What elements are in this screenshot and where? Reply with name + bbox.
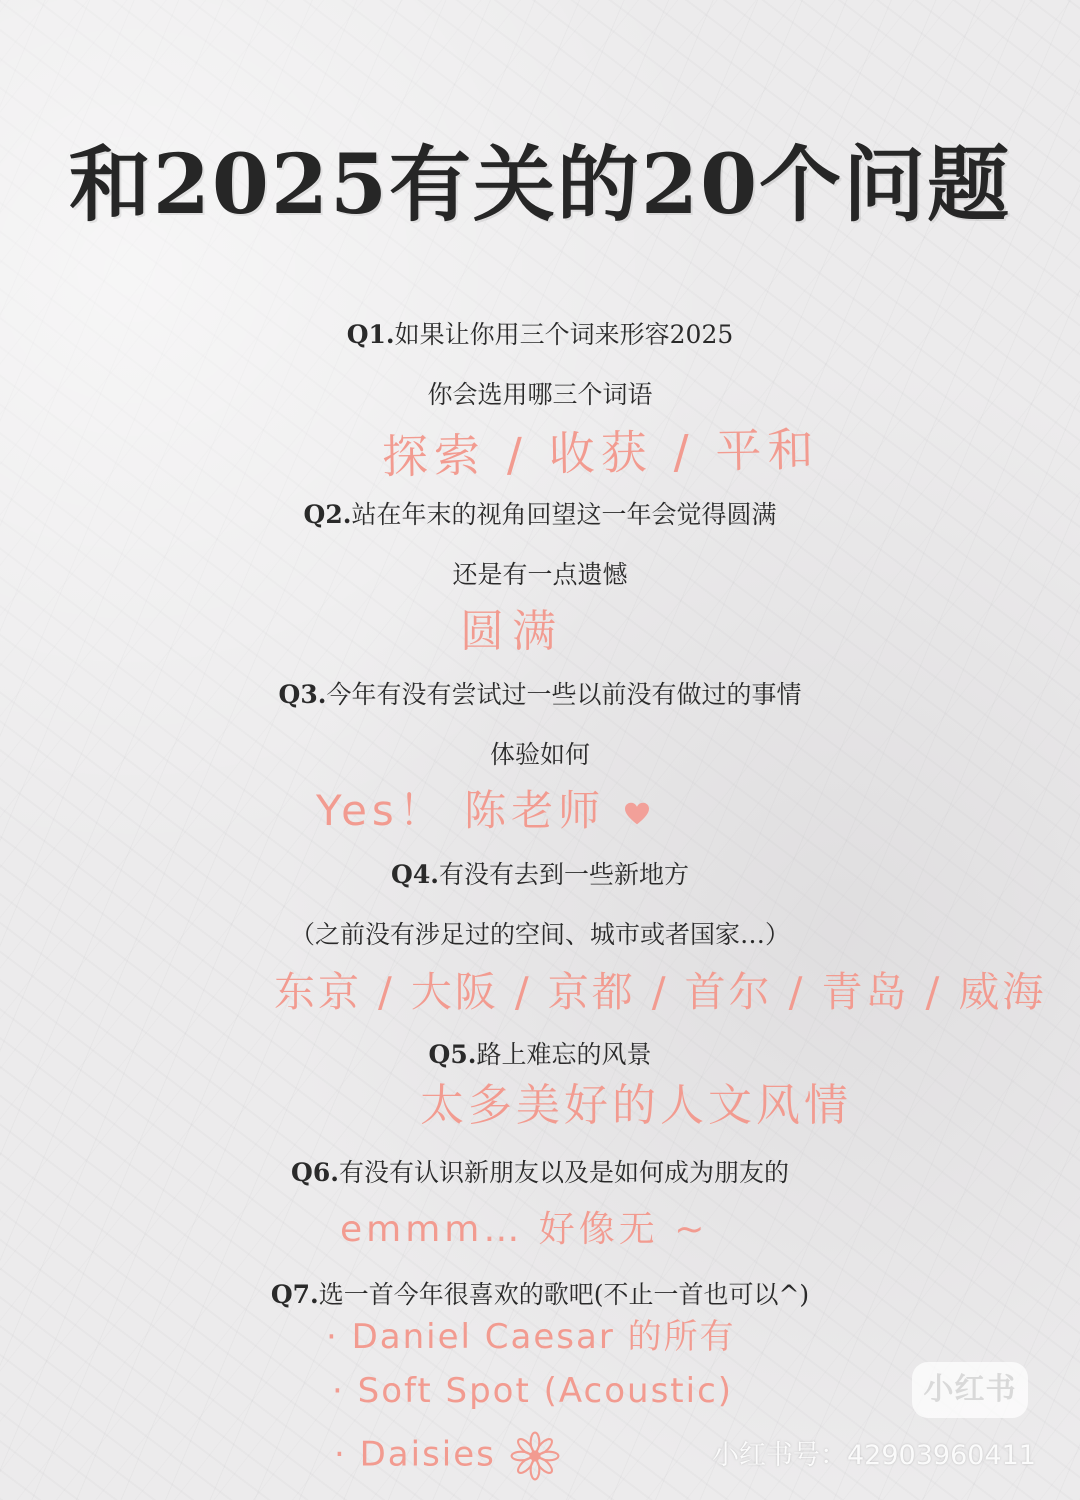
- question-1-line-1: 如果让你用三个词来形容2025: [394, 320, 734, 349]
- question-2: [0, 498, 1080, 532]
- question-5-number: Q5.: [428, 1040, 477, 1069]
- question-6-line-1: 有没有认识新朋友以及是如何成为朋友的: [338, 1158, 789, 1187]
- question-1-number: Q1.: [346, 320, 395, 349]
- heart-icon: [624, 802, 650, 826]
- question-3: [0, 678, 1080, 712]
- question-7: [0, 1278, 1080, 1312]
- answer-3-text: Yes！ 陈老师: [316, 786, 606, 835]
- question-4: [0, 858, 1080, 892]
- answer-3: [316, 786, 650, 835]
- question-1-line-2: 你会选用哪三个词语: [427, 380, 653, 409]
- answer-7-item-1: · Daniel Caesar 的所有: [326, 1317, 736, 1357]
- question-5-line-1: 路上难忘的风景: [476, 1040, 652, 1069]
- question-4-line-1: 有没有去到一些新地方: [438, 860, 689, 889]
- question-4-line-2: （之前没有涉足过的空间、城市或者国家…）: [289, 920, 790, 949]
- question-4-number: Q4.: [391, 860, 439, 889]
- question-6: [0, 1156, 1080, 1190]
- question-3-number: Q3.: [278, 680, 327, 709]
- answer-6: emmm… 好像无 ~: [340, 1209, 709, 1250]
- question-3-line-1: 今年有没有尝试过一些以前没有做过的事情: [326, 680, 802, 709]
- answer-5: 太多美好的人文风情: [420, 1080, 852, 1131]
- question-2-line-2: 还是有一点遗憾: [452, 560, 628, 589]
- question-6-number: Q6.: [291, 1158, 339, 1187]
- answer-7-item-2: · Soft Spot (Acoustic): [332, 1371, 734, 1411]
- xiaohongshu-logo: 小红书: [912, 1362, 1028, 1418]
- question-5: [0, 1038, 1080, 1072]
- question-7-number: Q7.: [270, 1280, 319, 1309]
- question-2-line-1: 站在年末的视角回望这一年会觉得圆满: [351, 500, 777, 529]
- answer-7-item-3: [334, 1430, 561, 1482]
- question-2-number: Q2.: [303, 500, 352, 529]
- question-3-line-2: 体验如何: [489, 740, 590, 769]
- answer-7-item-3-text: · Daisies: [334, 1434, 496, 1475]
- page-title: 和2025有关的20个问题: [68, 137, 1012, 233]
- daisy-icon: [509, 1430, 561, 1482]
- question-7-line-1: 选一首今年很喜欢的歌吧(不止一首也可以^): [318, 1280, 810, 1309]
- answer-1: 探索 / 收获 / 平和: [381, 422, 820, 484]
- question-1: [0, 318, 1080, 352]
- answer-4: 东京 / 大阪 / 京都 / 首尔 / 青岛 / 威海: [274, 968, 1047, 1016]
- answer-2: 圆满: [460, 606, 564, 657]
- watermark-user-id: 小红书号：42903960411: [712, 1440, 1036, 1471]
